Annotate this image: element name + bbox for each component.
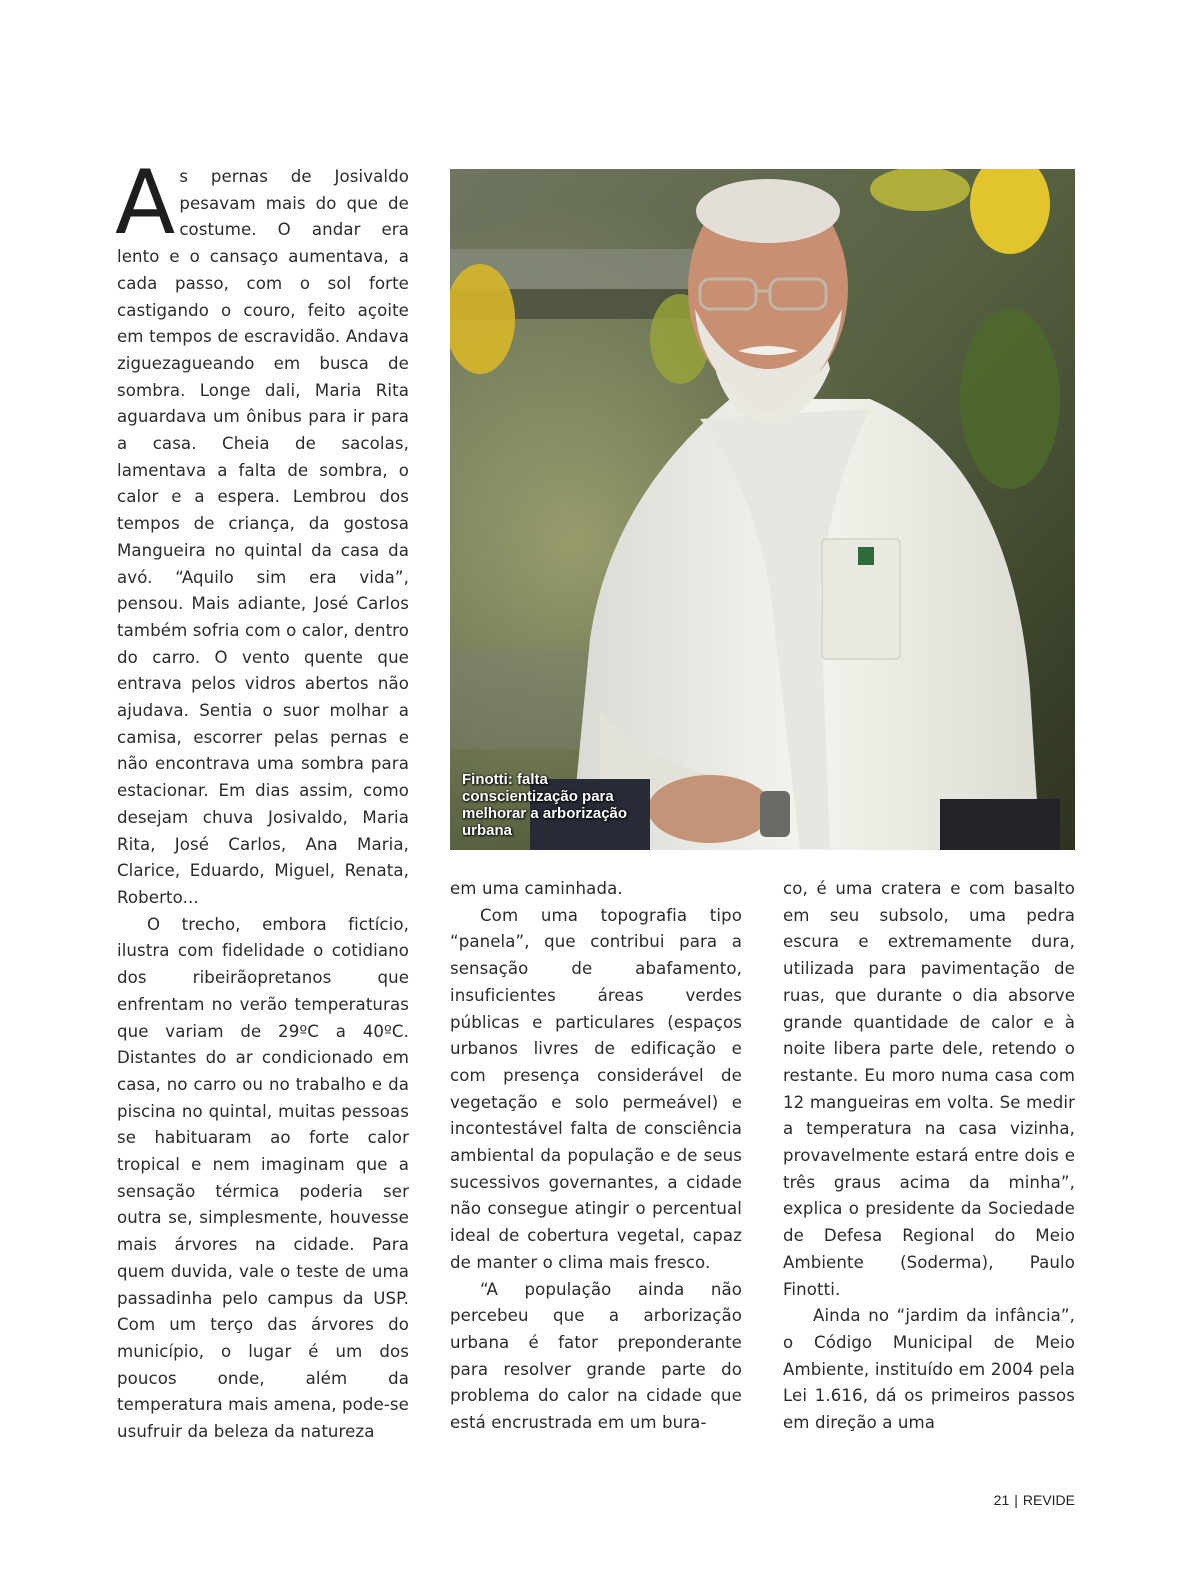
footer-separator: | <box>1014 1492 1018 1508</box>
page-footer <box>994 1492 1075 1508</box>
article-paragraph-1 <box>115 151 409 912</box>
portrait-illustration <box>450 169 1075 850</box>
article-column-3 <box>783 876 1075 1437</box>
page-number: 21 <box>993 1492 1010 1508</box>
article-column-1 <box>115 151 409 1446</box>
article-paragraph-4: “A população ainda não percebeu que a arborização urbana é fator preponderante para resolver grande parte do problema do calor na cidade que está encrustrada em um bura- <box>450 1279 742 1433</box>
paragraph-1-text: s pernas de Josivaldo pesavam mais do que de costume. O andar era lento e o cansaço aumentava, a cada passo, com o sol forte castigando o couro, feito açoite em tempos de escravidão. Andava ziguezagueando em busca de sombra. Longe dali, Maria Rita aguardava um ônibus para ir para a casa. Cheia de sacolas, lamentava a falta de sombra, o calor e a espera. Lembrou dos tempos de criança, da gostosa Mangueira no quintal da casa da avó. “Aquilo sim era vida”, pensou. Mais adiante, José Carlos também sofria com o calor, dentro do carro. O vento quente que entrava pelos vidros abertos não ajudava. Sentia o suor molhar a camisa, escorrer pelas pernas e não encontrava uma sombra para estacionar. Em dias assim, como desejam chuva Josivaldo, Maria Rita, José Carlos, Ana Maria, Clarice, Eduardo, Miguel, Renata, Roberto... <box>117 167 409 907</box>
magazine-name: REVIDE <box>1022 1492 1075 1508</box>
article-paragraph-3: Com uma topografia tipo “panela”, que contribui para a sensação de abafamento, insuficientes áreas verdes públicas e particulares (espaços urbanos livres de edificação e com presença considerável de vegetação e solo permeável) e incontestável falta de consciência ambiental da população e de seus sucessivos governantes, a cidade não consegue atingir o percentual ideal de cobertura vegetal, capaz de manter o clima mais fresco. <box>450 905 742 1272</box>
article-paragraph-5: Ainda no “jardim da infância”, o Código Municipal de Meio Ambiente, instituído em 2004 pela Lei 1.616, dá os primeiros passos em direção a uma <box>783 1306 1075 1433</box>
paragraph-2-continued: em uma caminhada. <box>450 879 623 898</box>
article-paragraph-2: O trecho, embora fictício, ilustra com fidelidade o cotidiano dos ribeirãopretanos que enfrentam no verão temperaturas que variam de 29ºC a 40ºC. Distantes do ar condicionado em casa, no carro ou no trabalho e da piscina no quintal, muitas pessoas se habituaram ao forte calor tropical e nem imaginam que a sensação térmica poderia ser outra se, simplesmente, houvesse mais árvores na cidade. Para quem duvida, vale o teste de uma passadinha pelo campus da USP. Com um terço das árvores do município, o lugar é um dos poucos onde, além da temperatura mais amena, pode-se usufruir da beleza da natureza <box>117 914 409 1442</box>
paragraph-4-continued: co, é uma cratera e com basalto em seu subsolo, uma pedra escura e extremamente dura, utilizada para pavimentação de ruas, que durante o dia absorve grande quantidade de calor e à noite libera parte dele, retendo o restante. Eu moro numa casa com 12 mangueiras em volta. Se medir a temperatura na casa vizinha, provavelmente estará entre dois e três graus acima da minha”, explica o presidente da Sociedade de Defesa Regional do Meio Ambiente (Soderma), Paulo Finotti. <box>783 879 1075 1299</box>
drop-cap: A <box>115 151 176 254</box>
article-column-2 <box>450 876 742 1437</box>
photo-caption: Finotti: falta conscientização para melhorar a arborização urbana <box>462 771 628 839</box>
article-photo <box>450 169 1075 850</box>
